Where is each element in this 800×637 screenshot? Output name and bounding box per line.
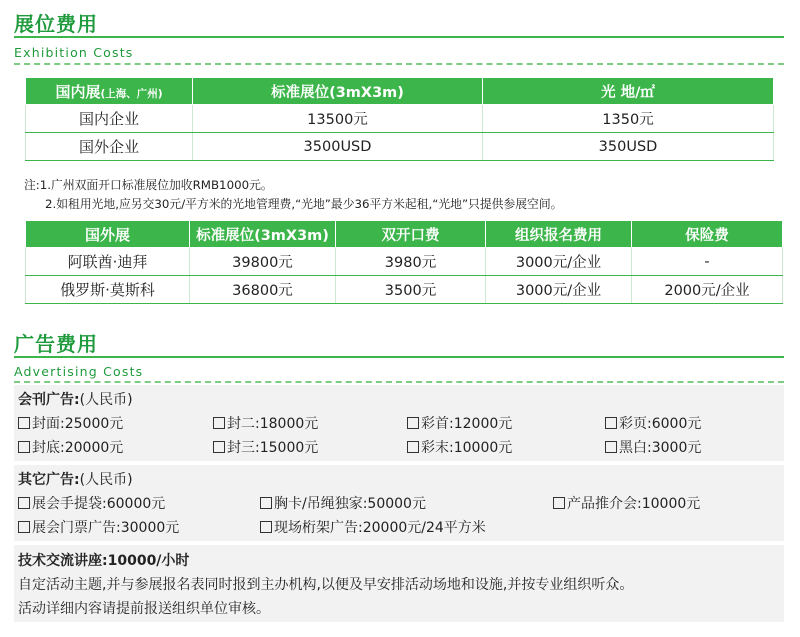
domestic-header: 国内展(上海、广州) [26,78,193,105]
checkbox-icon[interactable] [213,441,225,453]
ad-option[interactable]: 黑白:3000元 [605,437,701,457]
ad-option[interactable]: 胸卡/吊绳独家:50000元 [260,493,426,513]
raw-space-price: 1350元 [483,105,774,133]
other-ads-label: 其它广告:(人民币) [18,472,133,488]
checkbox-icon[interactable] [553,497,565,509]
insurance-fee: 2000元/企业 [632,276,783,304]
row-label: 国外企业 [26,133,193,161]
standard-booth-header: 标准展位(3mX3m) [190,221,336,248]
raw-space-header: 光 地/㎡ [483,78,774,105]
checkbox-icon[interactable] [18,521,30,533]
note-2: 2.如租用光地,应另交30元/平方米的光地管理费,“光地”最少36平方米起租,“光地”只提供参展空间。 [45,197,563,211]
double-open-fee: 3500元 [336,276,486,304]
seminar-title: 技术交流讲座:10000/小时 [18,553,190,569]
ad-option[interactable]: 产品推介会:10000元 [553,493,700,513]
journal-ads-label: 会刊广告:(人民币) [18,392,133,408]
registration-fee-header: 组织报名费用 [486,221,632,248]
registration-fee: 3000元/企业 [486,276,632,304]
ad-option[interactable]: 封三:15000元 [213,437,318,457]
advertising-title: 广告费用 [14,332,98,356]
ad-option[interactable]: 彩首:12000元 [407,413,512,433]
checkbox-icon[interactable] [407,441,419,453]
ad-option[interactable]: 展会手提袋:60000元 [18,493,165,513]
exhibition-subtitle: Exhibition Costs [14,45,134,60]
table-row [26,105,774,133]
raw-space-price: 350USD [483,133,774,161]
double-open-fee: 3980元 [336,248,486,276]
overseas-header: 国外展 [26,221,190,248]
overseas-price-table [25,220,783,304]
row-label: 俄罗斯·莫斯科 [26,276,190,304]
exhibition-title-rule [14,36,784,38]
domestic-price-table [25,77,774,161]
ad-option[interactable]: 封底:20000元 [18,437,123,457]
standard-price: 39800元 [190,248,336,276]
checkbox-icon[interactable] [18,497,30,509]
standard-price: 13500元 [193,105,483,133]
advertising-dotted-rule [14,381,784,383]
insurance-fee-header: 保险费 [632,221,783,248]
standard-price: 36800元 [190,276,336,304]
checkbox-icon[interactable] [213,417,225,429]
ad-option[interactable]: 彩末:10000元 [407,437,512,457]
checkbox-icon[interactable] [407,417,419,429]
double-open-fee-header: 双开口费 [336,221,486,248]
checkbox-icon[interactable] [18,417,30,429]
checkbox-icon[interactable] [18,441,30,453]
registration-fee: 3000元/企业 [486,248,632,276]
ad-option[interactable]: 封二:18000元 [213,413,318,433]
seminar-desc-1: 自定活动主题,并与参展报名表同时报到主办机构,以便及早安排活动场地和设施,并按专业组织听众。 [18,577,634,593]
checkbox-icon[interactable] [260,521,272,533]
standard-price: 3500USD [193,133,483,161]
ad-option[interactable]: 展会门票广告:30000元 [18,517,179,537]
insurance-fee: - [632,248,783,276]
exhibition-dotted-rule [14,63,784,65]
table-row [26,248,783,276]
table-row [26,133,774,161]
exhibition-title: 展位费用 [14,12,98,36]
ad-option[interactable]: 现场桁架广告:20000元/24平方米 [260,517,486,537]
row-label: 国内企业 [26,105,193,133]
advertising-title-rule [14,356,784,358]
table-row [26,276,783,304]
table-header-row [26,78,774,105]
note-1: 注:1.广州双面开口标准展位加收RMB1000元。 [24,178,273,192]
checkbox-icon[interactable] [605,417,617,429]
row-label: 阿联酋·迪拜 [26,248,190,276]
checkbox-icon[interactable] [605,441,617,453]
ad-option[interactable]: 彩页:6000元 [605,413,701,433]
seminar-desc-2: 活动详细内容请提前报送组织单位审核。 [18,601,270,617]
ad-option[interactable]: 封面:25000元 [18,413,123,433]
checkbox-icon[interactable] [260,497,272,509]
advertising-subtitle: Advertising Costs [14,364,144,379]
domestic-header-cities: (上海、广州) [100,87,163,100]
standard-booth-header: 标准展位(3mX3m) [193,78,483,105]
table-header-row [26,221,783,248]
